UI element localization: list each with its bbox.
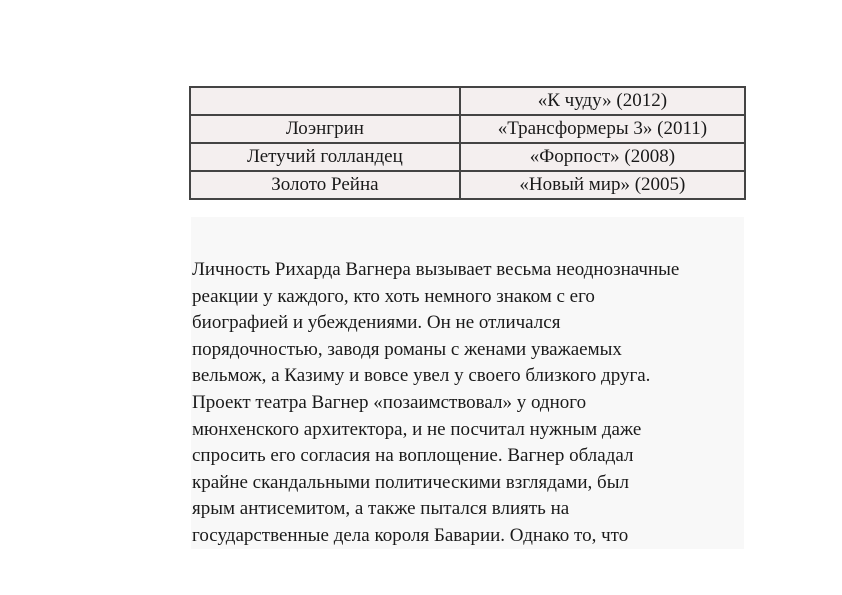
article-paragraph — [191, 217, 744, 549]
text-line: Проект театра Вагнер «позаимствовал» у одного — [192, 391, 587, 413]
text-line: биографией и убеждениями. Он не отличался — [192, 312, 561, 334]
table-row — [190, 171, 745, 199]
table-row — [190, 87, 745, 115]
film-cell: «К чуду» (2012) — [460, 87, 745, 115]
text-line: крайне скандальными политическими взглядами, был — [192, 471, 629, 493]
film-cell: «Новый мир» (2005) — [460, 171, 745, 199]
opera-cell: Золото Рейна — [190, 171, 460, 199]
text-line: порядочностью, заводя романы с женами уважаемых — [192, 338, 622, 360]
opera-cell — [190, 87, 460, 115]
text-line: государственные дела короля Баварии. Однако то, что — [192, 524, 629, 546]
text-line: мюнхенского архитектора, и не посчитал нужным даже — [192, 418, 642, 440]
text-line: Личность Рихарда Вагнера вызывает весьма неоднозначные — [192, 259, 680, 280]
text-line: вельмож, а Казиму и вовсе увел у своего близкого друга. — [192, 365, 651, 387]
opera-cell: Летучий голландец — [190, 143, 460, 171]
text-line: реакции у каждого, кто хоть немного знаком с его — [192, 285, 595, 307]
opera-film-table — [189, 86, 746, 200]
opera-cell: Лоэнгрин — [190, 115, 460, 143]
table-row — [190, 143, 745, 171]
film-cell: «Форпост» (2008) — [460, 143, 745, 171]
film-cell: «Трансформеры 3» (2011) — [460, 115, 745, 143]
article-text-block — [191, 217, 744, 549]
text-line: ярым антисемитом, а также пытался влиять на — [192, 498, 570, 520]
text-line: спросить его согласия на воплощение. Вагнер обладал — [192, 445, 634, 467]
table-row — [190, 115, 745, 143]
